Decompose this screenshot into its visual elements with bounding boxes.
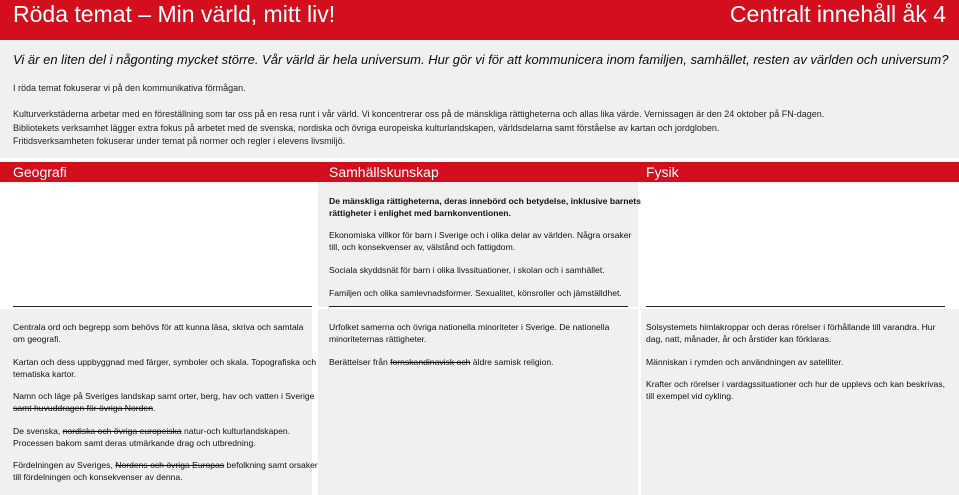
text-line: Krafter och rörelser i vardagssituationer och hur de upplevs och kan beskrivas, — [646, 379, 946, 389]
text-line — [329, 356, 554, 368]
text-line: rättigheter i enlighet med barnkonventionen. — [329, 208, 511, 218]
text-line: minoriteternas rättigheter. — [329, 334, 427, 344]
subject-geografi: Geografi — [13, 164, 67, 180]
text-line: till fördelningen och konsekvenser av denna. — [13, 472, 183, 482]
text-line: dag, natt, månader, år och årstider kan förklaras. — [646, 334, 832, 344]
title-bar — [0, 0, 959, 40]
intro-sub: I röda temat fokuserar vi på den kommunikativa förmågan. — [13, 83, 246, 93]
text-fragment: . — [152, 403, 156, 413]
subject-fysik: Fysik — [646, 164, 679, 180]
intro-paragraph-line: Kulturverkstäderna arbetar med en föreställning som tar oss på en resa runt i vår värld. Vi koncentrerar oss på de mänskliga rättigheterna och allas lika värde. Vernissagen är den 24 oktober på FN-dagen. — [13, 109, 825, 119]
intro-lead: Vi är en liten del i någonting mycket större. Vår värld är hela universum. Hur gör vi för att kommunicera inom familjen, samhället, resten av världen och universum? — [13, 52, 949, 67]
text-line — [13, 425, 290, 437]
text-line — [13, 459, 318, 471]
struck-text: fornskandinavisk och — [390, 357, 471, 367]
grade-title: Centralt innehåll åk 4 — [729, 1, 946, 27]
text-line: Processen bakom samt deras utmärkande drag och utbredning. — [13, 438, 256, 448]
text-line: till exempel vid cykling. — [646, 391, 734, 401]
text-fragment: äldre samisk religion. — [470, 357, 554, 367]
divider-line — [646, 306, 945, 307]
text-fragment: Fördelningen av Sveriges, — [13, 460, 116, 470]
text-line: Människan i rymden och användningen av satelliter. — [646, 357, 844, 367]
intro-paragraph-line: Fritidsverksamheten fokuserar under temat på normer och regler i elevens livsmiljö. — [13, 136, 346, 146]
text-fragment: De svenska, — [13, 426, 63, 436]
subject-samhallskunskap: Samhällskunskap — [329, 164, 439, 180]
text-fragment: natur-och kulturlandskapen. — [181, 426, 291, 436]
text-line: Urfolket samerna och övriga nationella minoriteter i Sverige. De nationella — [329, 322, 610, 332]
text-line: Ekonomiska villkor för barn i Sverige och i olika delar av världen. Några orsaker — [329, 230, 632, 240]
struck-text: nordiska och övriga europeiska — [62, 426, 182, 436]
text-line: Centrala ord och begrepp som behövs för att kunna läsa, skriva och samtala — [13, 322, 304, 332]
struck-text: Nordens och övriga Europas — [115, 460, 225, 470]
intro-paragraph-line: Bibliotekets verksamhet lägger extra fokus på arbetet med de svenska, nordiska och övriga europeiska kulturlandskapen, världsdelarna samt förståelse av kartan och jordgloben. — [13, 123, 720, 133]
text-line: Solsystemets himlakroppar och deras rörelser i förhållande till varandra. Hur — [646, 322, 936, 332]
text-fragment: Berättelser från — [329, 357, 391, 367]
text-fragment: befolkning samt orsaker — [224, 460, 318, 470]
struck-text: samt huvuddragen för övriga Norden — [13, 403, 153, 413]
text-line: Familjen och olika samlevnadsformer. Sexualitet, könsroller och jämställdhet. — [329, 288, 622, 298]
subject-bar — [0, 162, 959, 182]
text-line: om geografi. — [13, 334, 61, 344]
divider-line — [329, 306, 628, 307]
text-line: Sociala skyddsnät för barn i olika livssituationer, i skolan och i samhället. — [329, 265, 605, 275]
text-line: tematiska kartor. — [13, 369, 77, 379]
divider-line — [13, 306, 312, 307]
text-line: till, och konsekvenser av, välstånd och fattigdom. — [329, 242, 516, 252]
text-line — [13, 402, 155, 414]
text-line: Kartan och dess uppbyggnad med färger, symboler och skala. Topografiska och — [13, 357, 317, 367]
text-line: De mänskliga rättigheterna, deras innebörd och betydelse, inklusive barnets — [329, 196, 641, 206]
text-line: Namn och läge på Sveriges landskap samt orter, berg, hav och vatten i Sverige — [13, 391, 315, 401]
page-title: Röda temat – Min värld, mitt liv! — [13, 1, 336, 27]
